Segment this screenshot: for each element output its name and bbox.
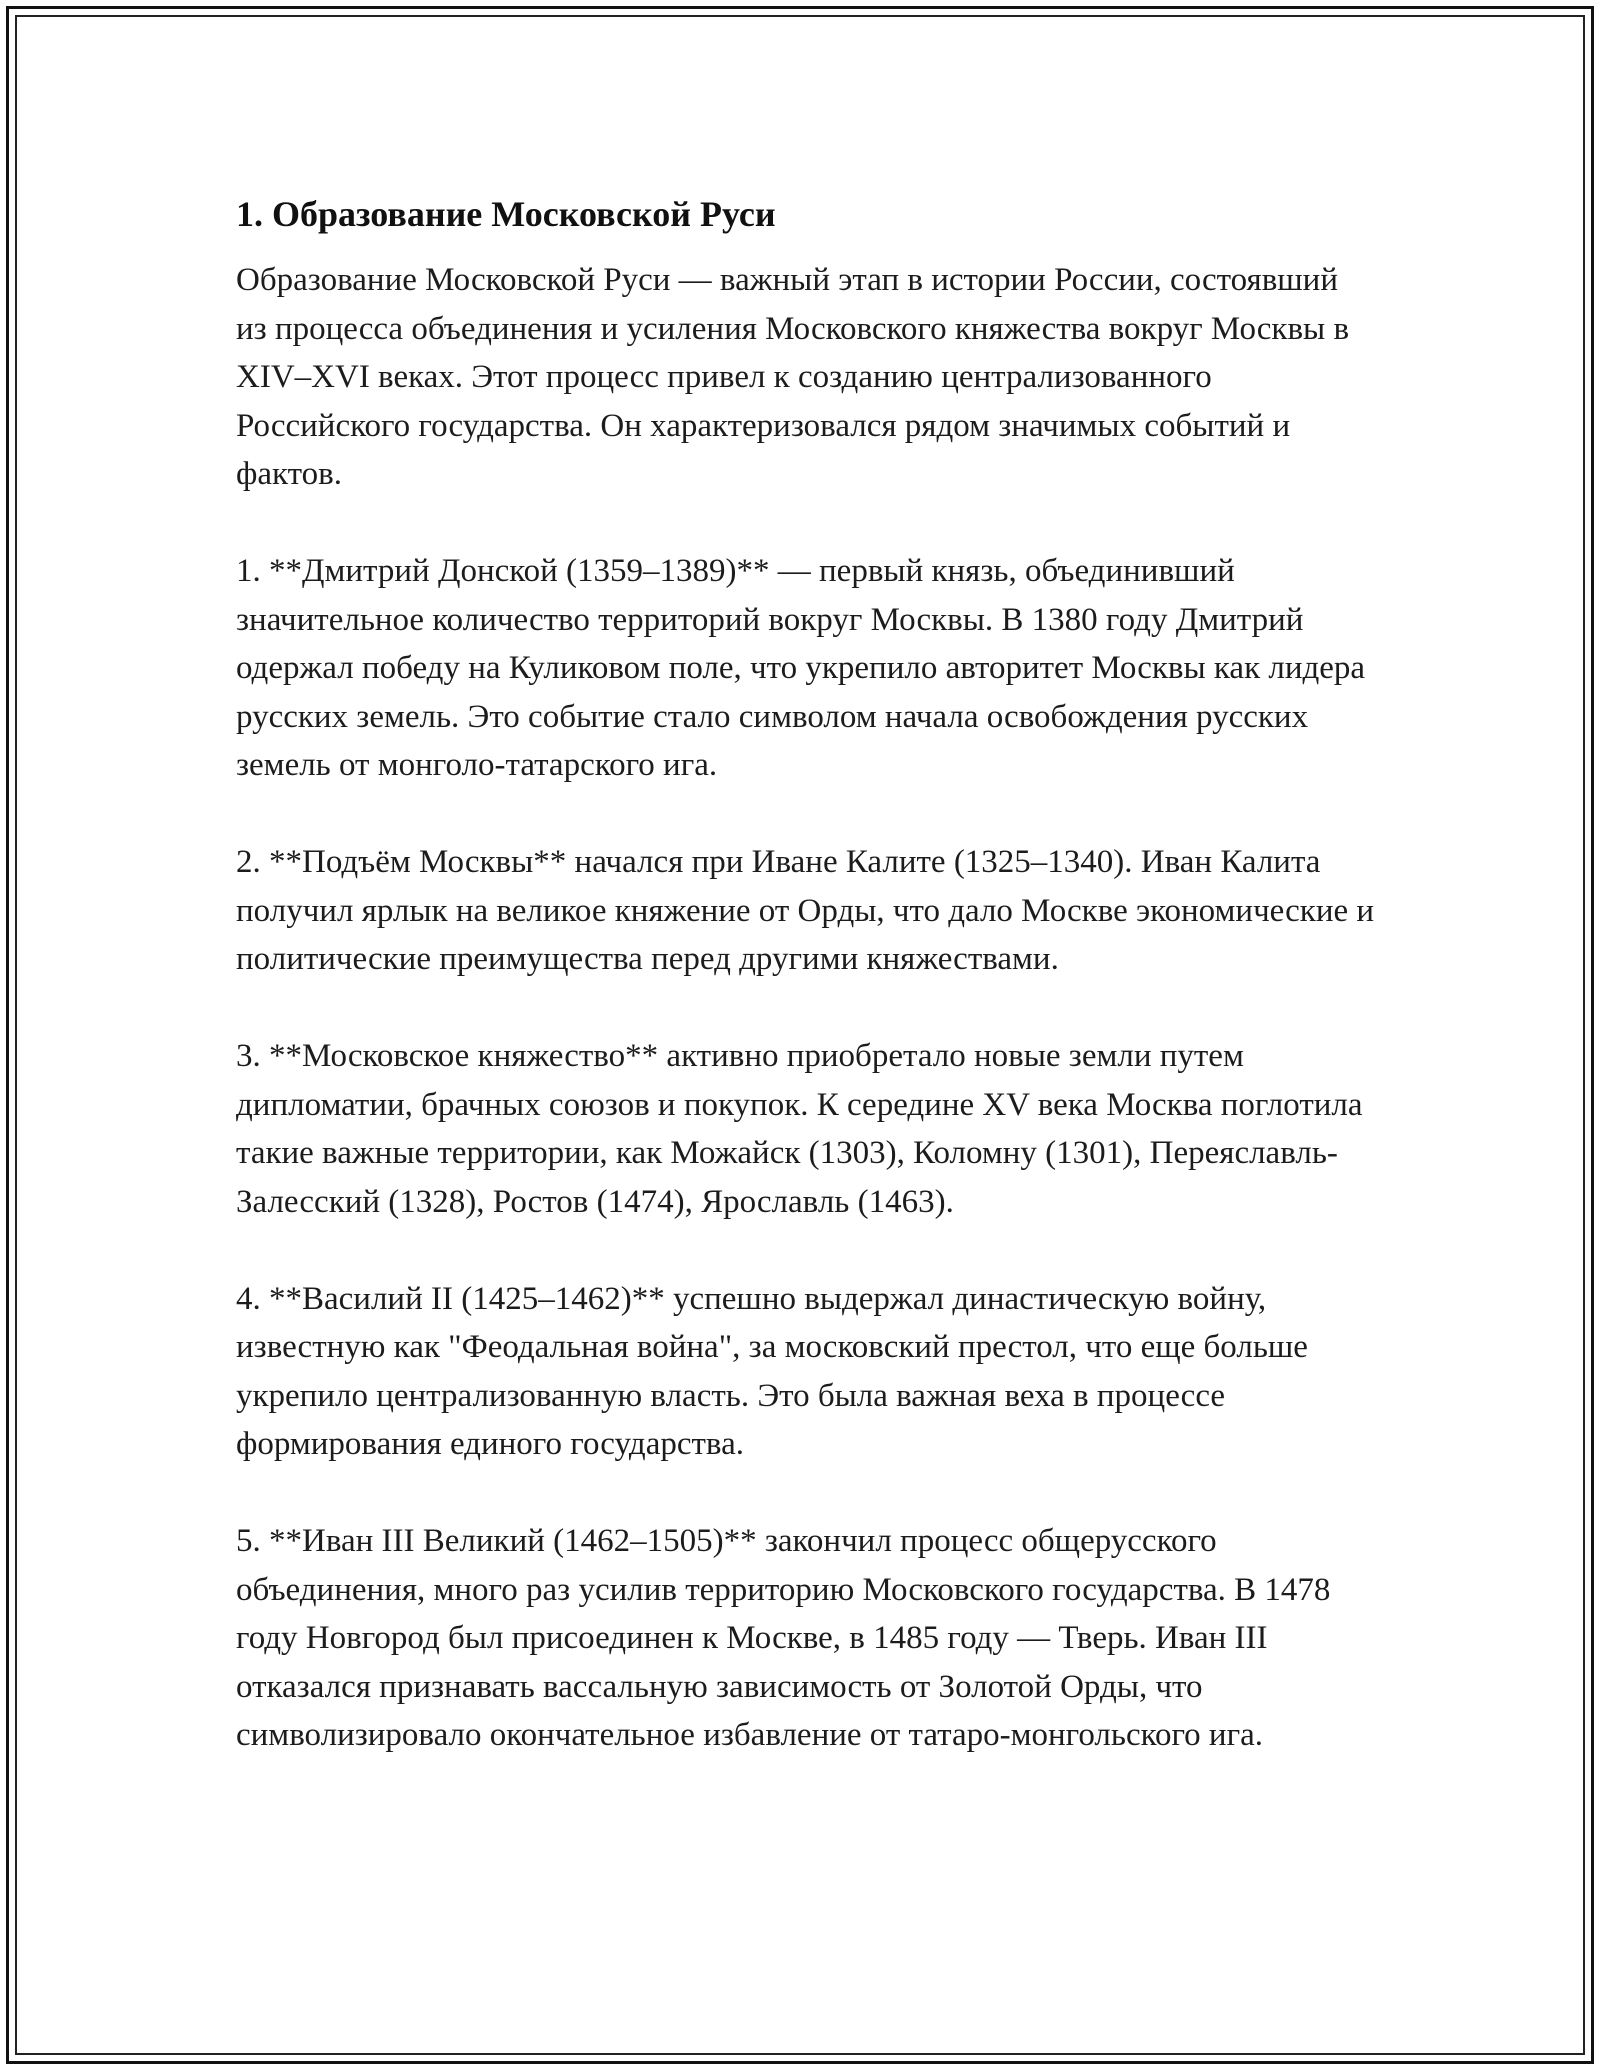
list-item-ivan-iii: 5. **Иван III Великий (1462–1505)** закончил процесс общерусского объединения, много раз усилив территорию Московского государства. В 1478 году Новгород был присоединен к Москве, в 1485 году — Тверь. Иван III отказался признавать вассальную зависимость от Золотой Орды, что символизировало окончательное избавление от татаро-монгольского ига. bbox=[236, 1523, 1331, 1753]
document-body bbox=[236, 186, 1376, 1760]
intro-paragraph: Образование Московской Руси — важный этап в истории России, состоявший из процесса объединения и усиления Московского княжества вокруг Москвы в XIV–XVI веках. Этот процесс привел к созданию централизованного Российского государства. Он характеризовался рядом значимых событий и фактов. bbox=[236, 262, 1350, 492]
list-item-dmitry-donskoy: 1. **Дмитрий Донской (1359–1389)** — первый князь, объединивший значительное количество территорий вокруг Москвы. В 1380 году Дмитрий одержал победу на Куликовом поле, что укрепило авторитет Москвы как лидера русских земель. Это событие стало символом начала освобождения русских земель от монголо-татарского ига. bbox=[236, 553, 1366, 783]
list-item-rise-of-moscow: 2. **Подъём Москвы** начался при Иване Калите (1325–1340). Иван Калита получил ярлык на великое княжение от Орды, что дало Москве экономические и политические преимущества перед другими княжествами. bbox=[236, 844, 1375, 977]
list-item-moscow-principality: 3. **Московское княжество** активно приобретало новые земли путем дипломатии, брачных союзов и покупок. К середине XV века Москва поглотила такие важные территории, как Можайск (1303), Коломну (1301), Переяславль-Залесский (1328), Ростов (1474), Ярославль (1463). bbox=[236, 1038, 1363, 1220]
list-item-vasily-ii: 4. **Василий II (1425–1462)** успешно выдержал династическую войну, известную как "Феодальная война", за московский престол, что еще больше укрепило централизованную власть. Это была важная веха в процессе формирования единого государства. bbox=[236, 1280, 1308, 1462]
section-heading: 1. Образование Московской Руси bbox=[236, 194, 776, 234]
